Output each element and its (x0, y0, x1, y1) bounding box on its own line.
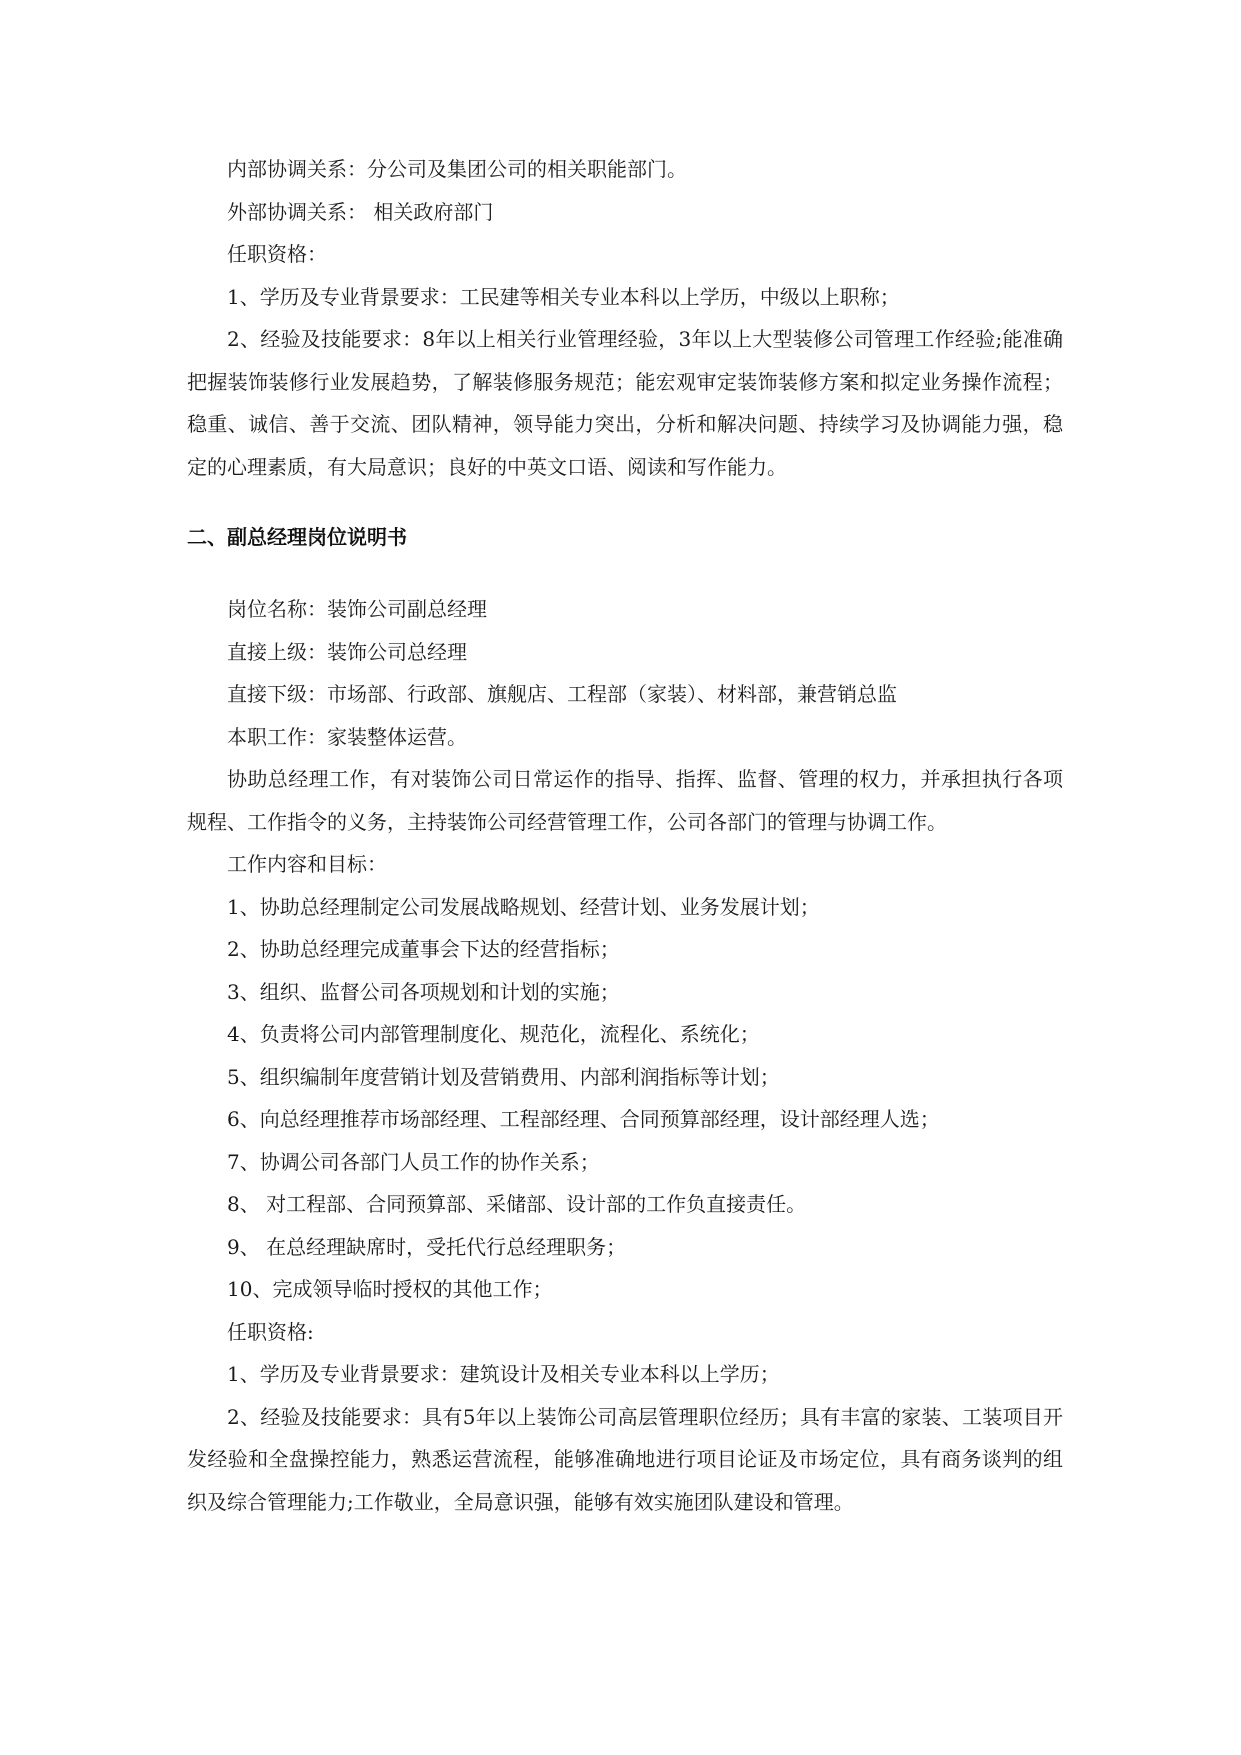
paragraph-direct-subordinates: 直接下级：市场部、行政部、旗舰店、工程部（家装）、材料部，兼营销总监 (227, 682, 897, 706)
list-item: 5、组织编制年度营销计划及营销费用、内部利润指标等计划； (227, 1064, 780, 1089)
paragraph-external-coordination: 外部协调关系： 相关政府部门 (227, 199, 494, 224)
list-item: 10、完成领导临时授权的其他工作； (227, 1277, 553, 1301)
paragraph-qualifications-label: 任职资格： (227, 242, 327, 266)
paragraph-experience-requirement: 2、经验及技能要求：8年以上相关行业管理经验，3年以上大型装修公司管理工作经验;能准确把握装饰装修行业发展趋势，了解装修服务规范；能宏观审定装饰装修方案和拟定业务操作流程；稳重、诚信、善于交流、团队精神，领导能力突出，分析和解决问题、持续学习及协调能力强，稳定的心理素质，有大局意识；良好的中英文口语、阅读和写作能力。 (187, 327, 1063, 479)
paragraph-education-requirement: 1、学历及专业背景要求：工民建等相关专业本科以上学历，中级以上职称； (227, 284, 900, 309)
list-item: 1、协助总经理制定公司发展战略规划、经营计划、业务发展计划； (227, 894, 820, 919)
section-qualifications-continued (187, 148, 1063, 488)
list-item: 2、协助总经理完成董事会下达的经营指标； (227, 937, 620, 961)
list-item: 3、组织、监督公司各项规划和计划的实施； (227, 979, 620, 1004)
section-deputy-gm-description (187, 588, 1063, 1523)
paragraph-internal-coordination: 内部协调关系：分公司及集团公司的相关职能部门。 (227, 157, 687, 181)
paragraph-primary-job: 本职工作：家装整体运营。 (227, 724, 467, 749)
list-item: 6、向总经理推荐市场部经理、工程部经理、合同预算部经理，设计部经理人选； (227, 1107, 940, 1131)
paragraph-duties-overview: 协助总经理工作，有对装饰公司日常运作的指导、指挥、监督、管理的权力，并承担执行各项规程、工作指令的义务，主持装饰公司经营管理工作，公司各部门的管理与协调工作。 (187, 767, 1063, 834)
paragraph-work-content-label: 工作内容和目标： (227, 852, 387, 876)
list-item: 9、 在总经理缺席时，受托代行总经理职务； (227, 1234, 627, 1259)
section-heading-deputy-gm: 二、副总经理岗位说明书 (187, 525, 407, 549)
list-item: 7、协调公司各部门人员工作的协作关系； (227, 1149, 600, 1174)
paragraph-experience-requirement: 2、经验及技能要求：具有5年以上装饰公司高层管理职位经历；具有丰富的家装、工装项目开发经验和全盘操控能力，熟悉运营流程，能够准确地进行项目论证及市场定位，具有商务谈判的组织及综合管理能力;工作敬业，全局意识强，能够有效实施团队建设和管理。 (187, 1404, 1063, 1514)
paragraph-direct-superior: 直接上级：装饰公司总经理 (227, 639, 467, 664)
paragraph-position-name: 岗位名称：装饰公司副总经理 (227, 597, 487, 621)
paragraph-qualifications-label: 任职资格: (227, 1319, 314, 1344)
paragraph-education-requirement: 1、学历及专业背景要求：建筑设计及相关专业本科以上学历； (227, 1362, 780, 1386)
list-item: 8、 对工程部、合同预算部、采储部、设计部的工作负直接责任。 (227, 1192, 807, 1216)
list-item: 4、负责将公司内部管理制度化、规范化，流程化、系统化； (227, 1022, 760, 1046)
